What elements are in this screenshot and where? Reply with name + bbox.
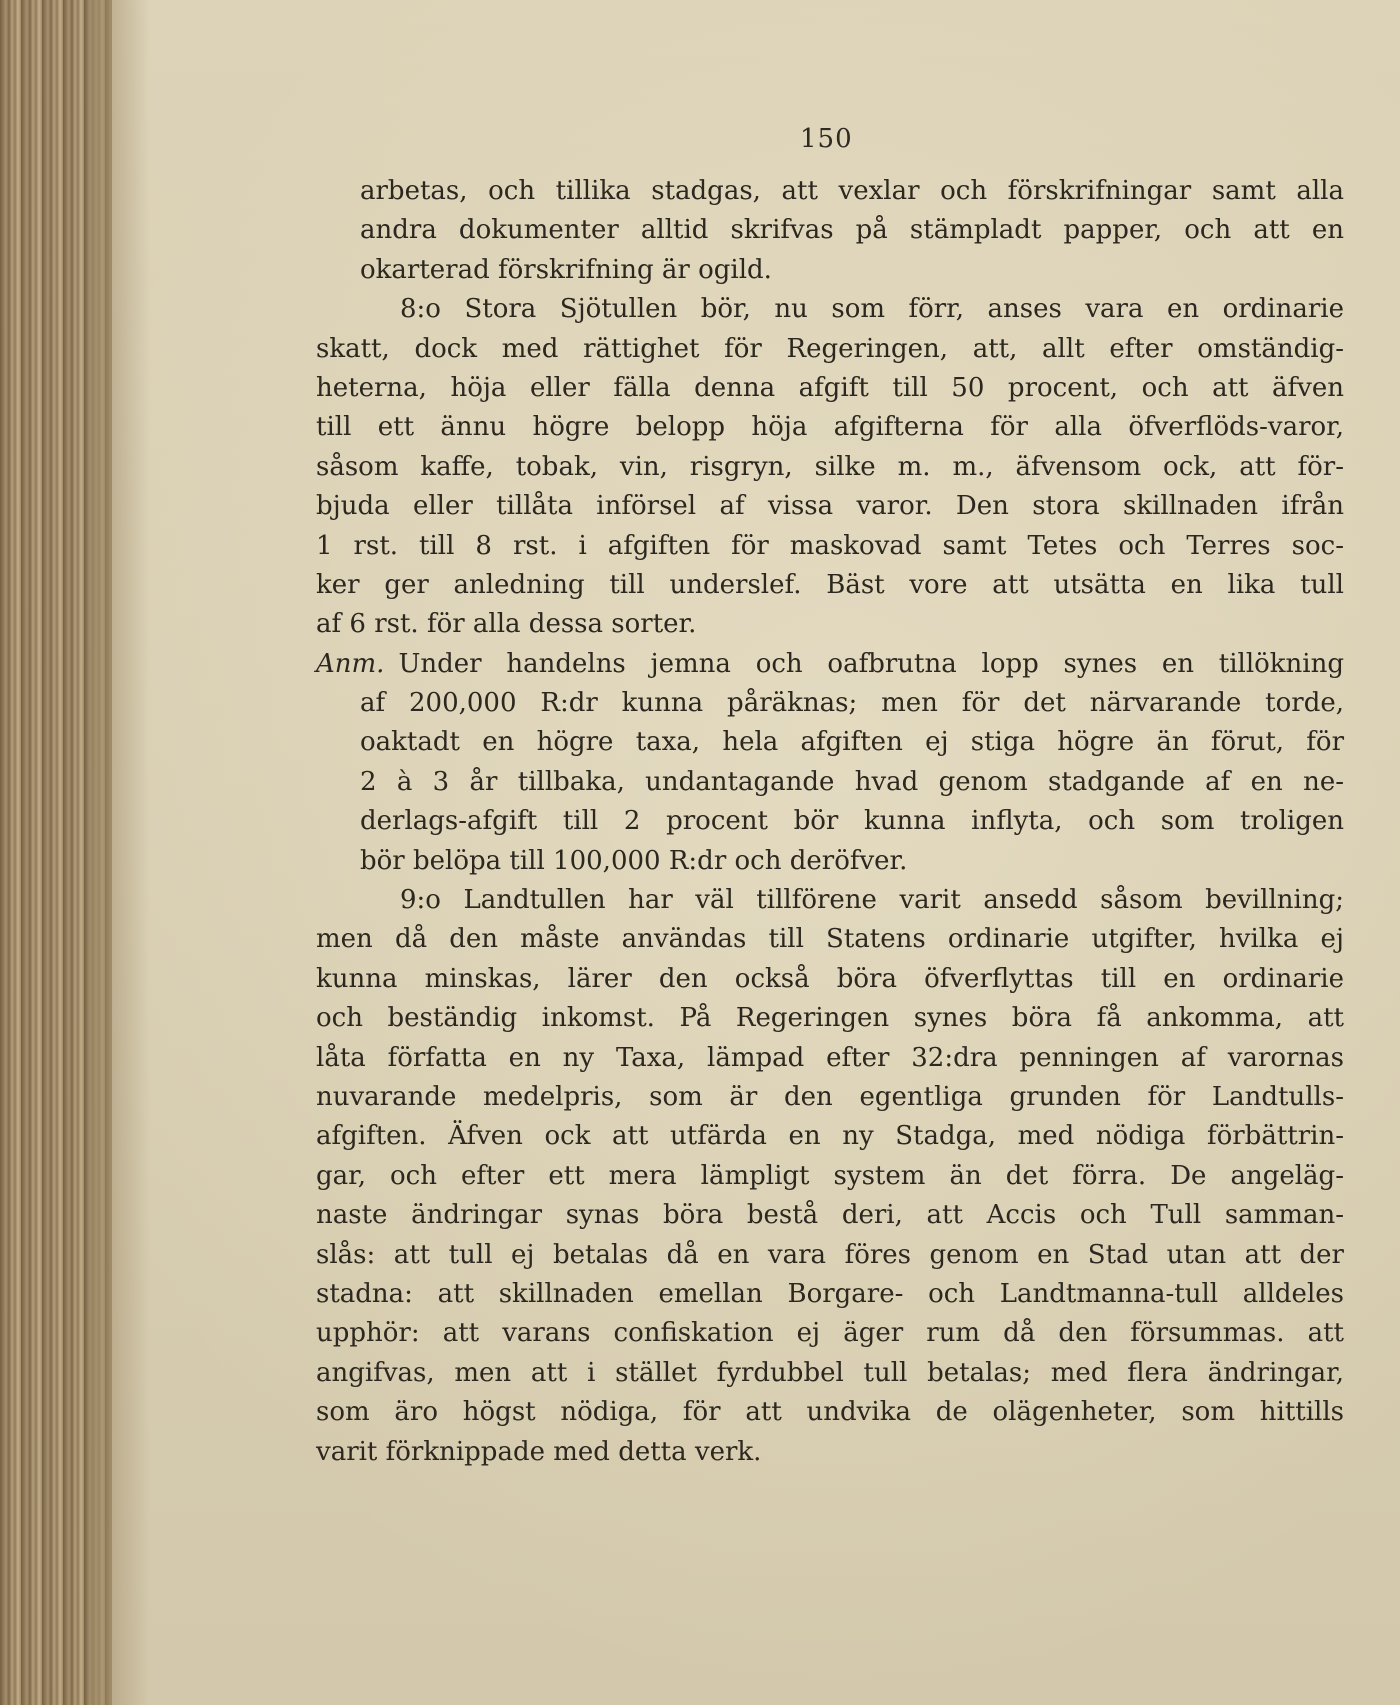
text-line: afgiften. Äfven ock att utfärda en ny Stadga, med nödiga förbättrin- (316, 1121, 1344, 1152)
text-line: som äro högst nödiga, för att undvika de olägenheter, som hittills (316, 1397, 1344, 1428)
text-line: skatt, dock med rättighet för Regeringen, att, allt efter omständig- (316, 333, 1344, 364)
text-line: 1 rst. till 8 rst. i afgiften för maskovad samt Tetes och Terres soc- (316, 530, 1344, 561)
text-line: derlags-afgift till 2 procent bör kunna inflyta, och som troligen (360, 806, 1344, 837)
section-heading-line: 9:o Landtullen har väl tillförene varit ansedd såsom bevillning; (400, 885, 1344, 916)
text-line: 2 à 3 år tillbaka, undantagande hvad genom stadgande af en ne- (360, 766, 1344, 797)
text-line: ker ger anledning till underslef. Bäst vore att utsätta en lika tull (316, 569, 1344, 600)
text-line: upphör: att varans confiskation ej äger rum då den försummas. att (316, 1318, 1344, 1349)
text-line: okarterad förskrifning är ogild. (360, 254, 772, 285)
text-line: till ett ännu högre belopp höja afgifterna för alla öfverflöds-varor, (316, 412, 1344, 443)
annotation-label: Anm. (316, 648, 385, 679)
text-line: af 6 rst. för alla dessa sorter. (316, 609, 697, 640)
text-line: och beständig inkomst. På Regeringen synes böra få ankomma, att (316, 1003, 1344, 1034)
text-line: naste ändringar synas böra bestå deri, att Accis och Tull samman- (316, 1200, 1344, 1231)
annotation-line (316, 645, 1344, 684)
annotation-text: Under handelns jemna och oafbrutna lopp synes en tillökning (398, 648, 1344, 679)
text-line: heterna, höja eller fälla denna afgift till 50 procent, och att äfven (316, 372, 1344, 403)
text-line: andra dokumenter alltid skrifvas på stämpladt papper, och att en (360, 215, 1344, 246)
text-line: bör belöpa till 100,000 R:dr och deröfver. (360, 845, 908, 876)
text-line: gar, och efter ett mera lämpligt system än det förra. De angeläg- (316, 1160, 1344, 1191)
text-line: angifvas, men att i stället fyrdubbel tull betalas; med flera ändringar, (316, 1357, 1344, 1388)
section-heading-line: 8:o Stora Sjötullen bör, nu som förr, anses vara en ordinarie (400, 294, 1344, 325)
spine-shadow (90, 0, 150, 1705)
body-text (316, 172, 1344, 1472)
text-line: men då den måste användas till Statens ordinarie utgifter, hvilka ej (316, 924, 1344, 955)
text-line: oaktadt en högre taxa, hela afgiften ej stiga högre än förut, för (360, 727, 1344, 758)
text-line: kunna minskas, lärer den också böra öfverflyttas till en ordinarie (316, 963, 1344, 994)
text-line: slås: att tull ej betalas då en vara föres genom en Stad utan att der (316, 1239, 1344, 1270)
text-line: af 200,000 R:dr kunna påräknas; men för det närvarande torde, (360, 688, 1344, 719)
page-number: 150 (800, 124, 853, 154)
text-line: låta författa en ny Taxa, lämpad efter 32:dra penningen af varornas (316, 1042, 1344, 1073)
text-line: nuvarande medelpris, som är den egentliga grunden för Landtulls- (316, 1081, 1344, 1112)
text-line: stadna: att skillnaden emellan Borgare- och Landtmanna-tull alldeles (316, 1278, 1344, 1309)
text-line: arbetas, och tillika stadgas, att vexlar och förskrifningar samt alla (360, 176, 1344, 206)
text-line: varit förknippade med detta verk. (316, 1436, 762, 1467)
text-line: bjuda eller tillåta införsel af vissa varor. Den stora skillnaden ifrån (316, 491, 1344, 522)
text-line: såsom kaffe, tobak, vin, risgryn, silke m. m., äfvensom ock, att för- (316, 451, 1344, 482)
